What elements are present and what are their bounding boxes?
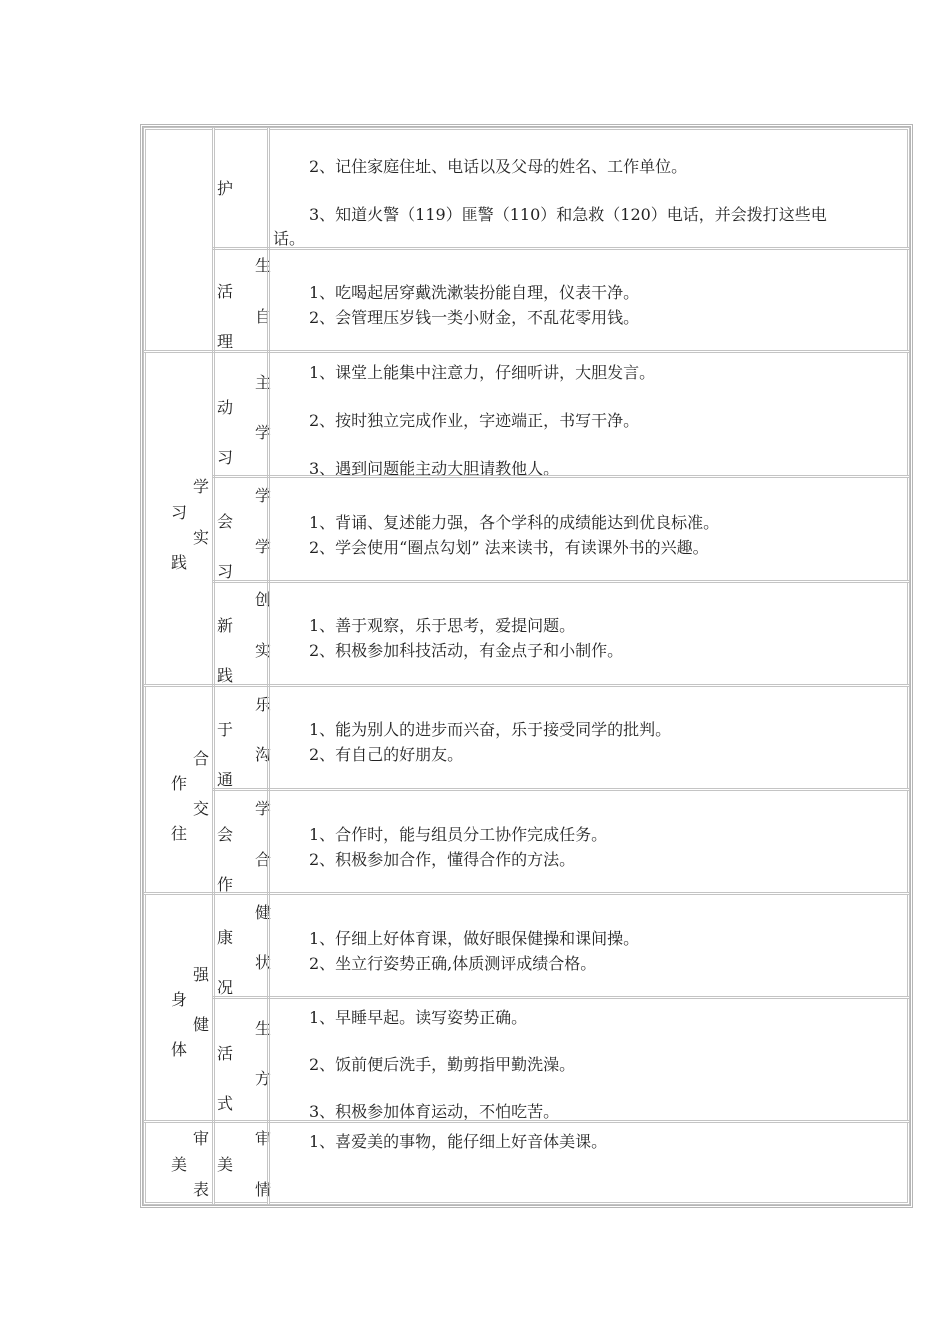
row-label-char: 沟: [255, 745, 272, 764]
row-label-char: 会: [217, 825, 234, 844]
section-name-cell: [143, 684, 215, 895]
row-label-cell: [212, 247, 270, 353]
row-label-cell: [212, 127, 270, 250]
list-item: 1、善于观察，乐于思考，爱提问题。: [309, 616, 576, 635]
row-label-char: 自: [255, 307, 272, 326]
section-name-cell: [143, 127, 215, 353]
row-label-cell: [212, 996, 270, 1123]
row-label-char: 况: [217, 978, 234, 997]
row-label-char: 创: [255, 590, 272, 609]
list-item: 2、积极参加科技活动，有金点子和小制作。: [309, 641, 624, 660]
list-item: 1、合作时，能与组员分工协作完成任务。: [309, 825, 608, 844]
section-name-char: 身: [171, 990, 188, 1009]
row-content-cell: [267, 996, 910, 1123]
list-item: 1、吃喝起居穿戴洗漱装扮能自理，仪表干净。: [309, 283, 640, 302]
section-name-char: 践: [171, 553, 188, 572]
row-label-char: 方: [255, 1069, 272, 1088]
row-label-char: 生: [255, 1019, 272, 1038]
row-label-char: 活: [217, 1044, 234, 1063]
row-content-cell: [267, 788, 910, 895]
row-label-char: 习: [217, 562, 234, 581]
row-label-cell: [212, 684, 270, 791]
row-label-char: 审: [255, 1129, 272, 1148]
row-content-cell: [267, 1120, 910, 1205]
list-item: 2、积极参加合作，懂得合作的方法。: [309, 850, 576, 869]
row-label-char: 学: [255, 537, 272, 556]
row-label-char: 作: [217, 875, 234, 894]
list-item: 2、坐立行姿势正确,体质测评成绩合格。: [309, 954, 597, 973]
row-content-cell: [267, 580, 910, 687]
list-item: 话。: [273, 229, 306, 248]
section-name-char: 交: [193, 799, 210, 818]
section-name-cell: [143, 892, 215, 1123]
row-label-cell: [212, 350, 270, 478]
list-item: 2、记住家庭住址、电话以及父母的姓名、工作单位。: [309, 157, 688, 176]
section-name-char: 实: [193, 528, 210, 547]
section-name-char: 合: [193, 749, 210, 768]
list-item: 2、会管理压岁钱一类小财金，不乱花零用钱。: [309, 308, 640, 327]
row-label-char: 于: [217, 720, 234, 739]
section-name-char: 往: [171, 824, 188, 843]
row-label-char: 式: [217, 1094, 234, 1113]
row-content-cell: [267, 892, 910, 999]
row-label-char: 学: [255, 486, 272, 505]
list-item: 1、课堂上能集中注意力，仔细听讲，大胆发言。: [309, 363, 656, 382]
row-label-char: 主: [255, 373, 272, 392]
list-item: 2、有自己的好朋友。: [309, 745, 464, 764]
row-label-char: 践: [217, 666, 234, 685]
list-item: 1、早睡早起。读写姿势正确。: [309, 1008, 528, 1027]
row-label-char: 健: [255, 903, 272, 922]
list-item: 1、能为别人的进步而兴奋，乐于接受同学的批判。: [309, 720, 672, 739]
section-name-char: 体: [171, 1040, 188, 1059]
row-content-cell: [267, 684, 910, 791]
row-label-char: 康: [217, 928, 234, 947]
section-name-cell: [143, 1120, 215, 1205]
list-item: 1、仔细上好体育课，做好眼保健操和课间操。: [309, 929, 640, 948]
list-item: 1、喜爱美的事物，能仔细上好音体美课。: [309, 1132, 608, 1151]
section-name-char: 强: [193, 965, 210, 984]
row-label-cell: [212, 1120, 270, 1205]
row-label-char: 护: [217, 179, 234, 198]
row-content-cell: [267, 350, 910, 478]
list-item: 3、知道火警（119）匪警（110）和急救（120）电话，并会拨打这些电: [309, 205, 827, 224]
row-label-cell: [212, 788, 270, 895]
row-label-char: 新: [217, 616, 234, 635]
row-content-cell: [267, 475, 910, 583]
row-label-char: 习: [217, 448, 234, 467]
section-name-cell: [143, 350, 215, 687]
row-label-char: 美: [217, 1155, 234, 1174]
row-label-char: 生: [255, 256, 272, 275]
list-item: 3、遇到问题能主动大胆请教他人。: [309, 459, 560, 478]
list-item: 2、按时独立完成作业，字迹端正，书写干净。: [309, 411, 640, 430]
list-item: 1、背诵、复述能力强，各个学科的成绩能达到优良标准。: [309, 513, 720, 532]
section-name-char: 美: [171, 1155, 188, 1174]
section-name-char: 学: [193, 477, 210, 496]
row-label-char: 理: [217, 332, 234, 351]
section-name-char: 审: [193, 1129, 210, 1148]
row-content-cell: [267, 127, 910, 250]
row-label-cell: [212, 475, 270, 583]
section-name-char: 健: [193, 1015, 210, 1034]
section-name-char: 作: [171, 774, 188, 793]
row-label-char: 学: [255, 799, 272, 818]
section-name-char: 习: [171, 503, 188, 522]
row-label-char: 学: [255, 423, 272, 442]
row-label-char: 动: [217, 398, 234, 417]
row-label-char: 实: [255, 641, 272, 660]
row-label-char: 活: [217, 282, 234, 301]
row-label-char: 会: [217, 512, 234, 531]
list-item: 2、饭前便后洗手，勤剪指甲勤洗澡。: [309, 1055, 576, 1074]
row-label-cell: [212, 892, 270, 999]
list-item: 2、学会使用“圈点勾划” 法来读书，有读课外书的兴趣。: [309, 538, 709, 557]
row-label-char: 情: [255, 1180, 272, 1199]
section-name-char: 表: [193, 1180, 210, 1199]
row-label-char: 乐: [255, 695, 272, 714]
list-item: 3、积极参加体育运动，不怕吃苦。: [309, 1102, 560, 1121]
row-label-cell: [212, 580, 270, 687]
row-label-char: 合: [255, 850, 272, 869]
row-label-char: 状: [255, 953, 272, 972]
row-label-char: 通: [217, 770, 234, 789]
row-content-cell: [267, 247, 910, 353]
